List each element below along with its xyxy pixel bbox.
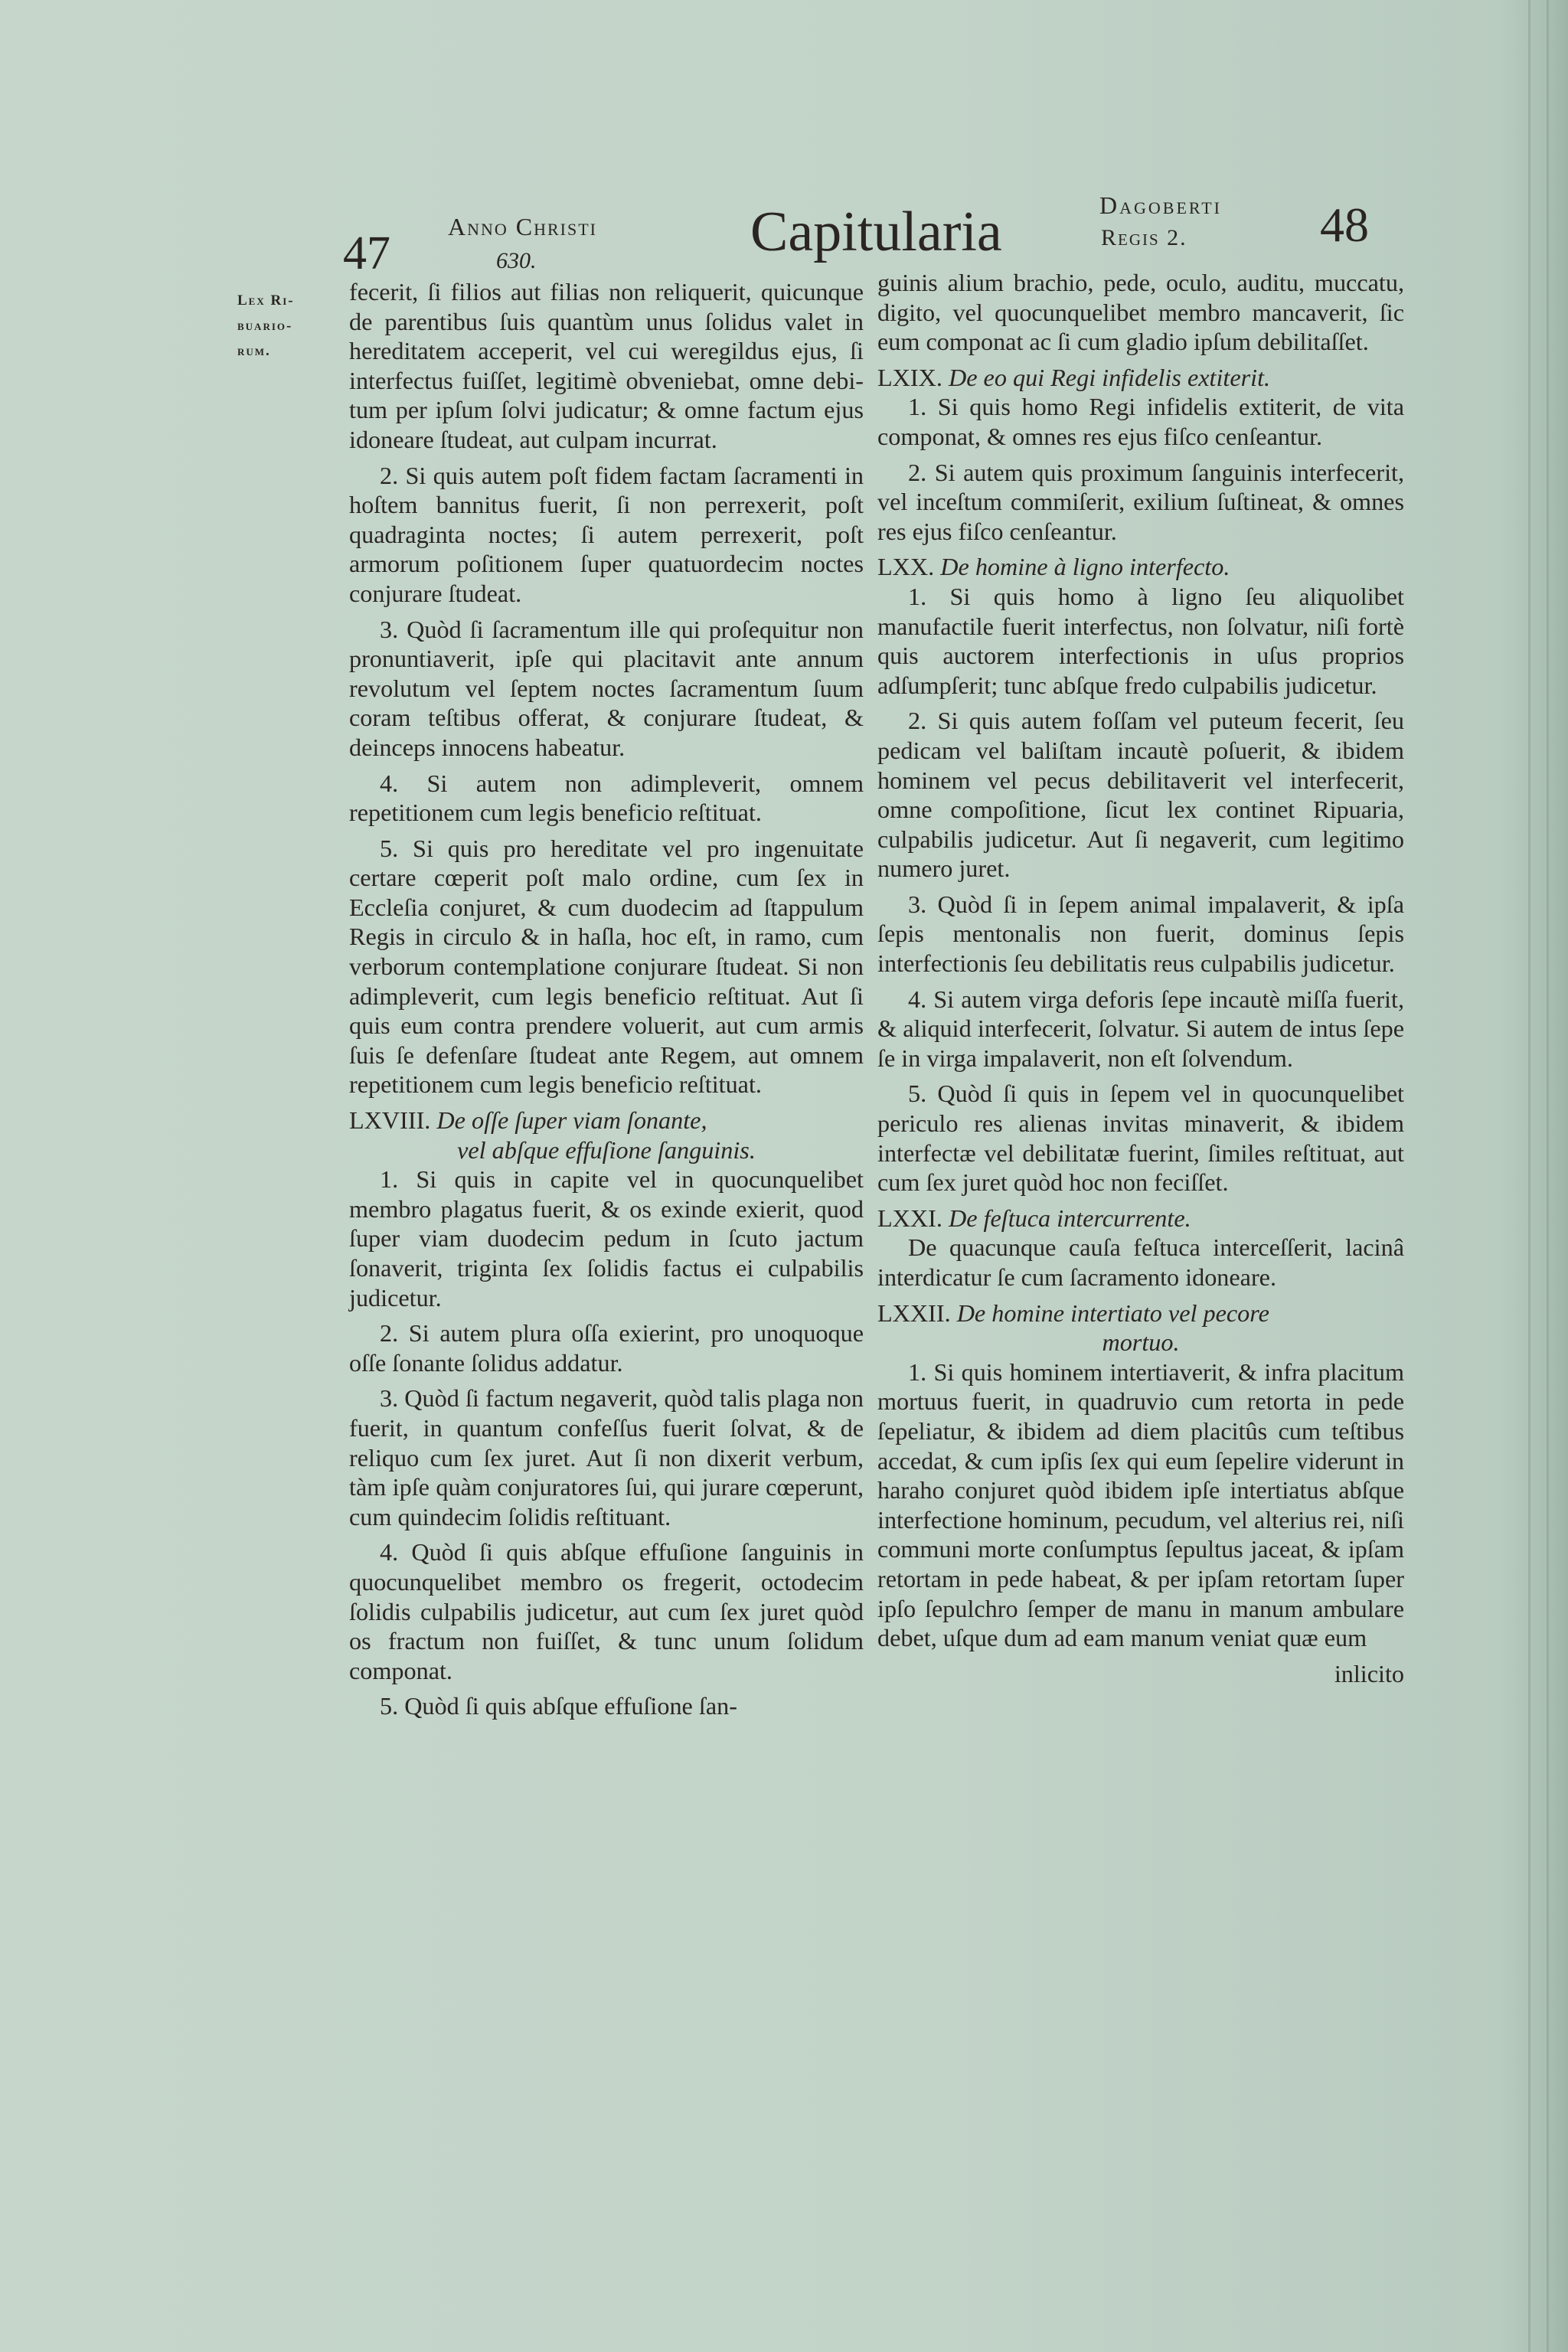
chapter-number: LXXII. — [877, 1298, 957, 1327]
paragraph: 4. Si autem virga deforis ſepe incautè miſſa fuerit, & aliquid interfecerit, ſolvatur. Si autem de intus ſepe ſe in virga impalaverit, non eſt ſolvendum. — [877, 985, 1404, 1072]
paragraph: 1. Si quis homo à ligno ſeu aliquolibet manufactile fuerit interfectus, non ſolvatur, niſi fortè quis auctorem interfectionis in uſus proprios adſumpſerit; tunc abſque fredo culpabilis judicetur. — [877, 582, 1404, 699]
page-edge-shadow — [1499, 0, 1568, 2352]
catchword: inlicito — [1334, 1659, 1404, 1687]
paragraph: 2. Si quis autem foſſam vel puteum fecerit, ſeu pedicam vel baliſtam incautè poſuerit, & ibidem hominem vel pecus debilitaverit vel interfecerit, omne compoſitione, ſicut lex continet Ripuaria, culpabilis judicetur. Aut ſi negaverit, cum legitimo numero juret. — [877, 707, 1404, 883]
paragraph: 3. Quòd ſi ſacramentum ille qui proſequitur non pronuntiaverit, ipſe qui placitavit ante annum revolutum vel ſeptem noctes ſacramentum ſuum coram teſtibus offerat, & conjurare ſtudeat, & deinceps innocens habeatur. — [349, 615, 864, 761]
chapter-title-continuation: vel abſque effuſione ſanguinis. — [457, 1135, 756, 1164]
chapter-title: De oſſe ſuper viam ſonante, — [436, 1106, 707, 1135]
running-head-title: Capitularia — [750, 201, 1002, 263]
paragraph: 2. Si quis autem poſt fidem factam ſacramenti in hoſtem bannitus fuerit, ſi non perrexerit, poſt quadraginta noctes; ſi autem perrexerit, poſt armorum poſitionem ſuper quatuordecim noctes conjurare ſtudeat. — [349, 461, 864, 607]
running-head-year: Anno Christi — [448, 213, 598, 240]
page-number-right: 48 — [1320, 198, 1369, 252]
chapter-heading — [877, 1298, 1404, 1328]
paragraph: 1. Si quis homo Regi infidelis extiterit, de vita componat, & omnes res ejus fiſco cenſeantur. — [877, 393, 1404, 450]
paragraph: 5. Si quis pro hereditate vel pro ingenuitate certare cœperit poſt malo ordine, cum ſex in Eccleſia conjuret, & cum duodecim ad ſtappulum Regis in circulo & in haſla, hoc eſt, in ramo, cum verborum contemplatione conjurare ſtudeat. Si non adimpleverit, cum legis beneficio reſtituat. Aut ſi quis eum contra prendere voluerit, aut cum armis ſuis ſe defenſare ſtudeat ante Regem, aut omnem repetitionem cum legis beneficio reſtituat. — [349, 834, 864, 1099]
running-head-king: Dagoberti — [1099, 191, 1223, 219]
paragraph: 3. Quòd ſi in ſepem animal impalaverit, & ipſa ſepis mentonalis non fuerit, dominus ſepis interfectionis ſeu debilitatis reus culpabilis judicetur. — [877, 890, 1404, 978]
running-head-year-number: 630. — [496, 248, 537, 273]
paragraph: 5. Quòd ſi quis abſque effuſione ſan- — [380, 1692, 737, 1720]
chapter-heading — [877, 363, 1404, 393]
running-head-king-number: Regis 2. — [1101, 225, 1187, 250]
chapter-title: De homine intertiato vel pecore — [956, 1298, 1269, 1327]
chapter-number: LXXI. — [877, 1204, 949, 1232]
margin-note — [237, 288, 345, 364]
chapter-title-continuation: mortuo. — [1102, 1328, 1180, 1357]
chapter-number: LXX. — [877, 553, 941, 581]
edge-rule — [1528, 0, 1530, 2352]
paragraph: 4. Quòd ſi quis abſque effuſione ſanguinis in quocunquelibet membro os fregerit, octodecim ſolidis culpabilis judicetur, aut cum ſex juret quòd os fractum non fuiſſet, & tunc unum ſolidum componat. — [349, 1538, 864, 1684]
paragraph: guinis alium brachio, pede, oculo, auditu, muccatu, digito, vel quocunquelibet membro mancaverit, ſic eum componat ac ſi cum gladio ipſum debilitaſſet. — [877, 269, 1404, 356]
chapter-heading — [877, 552, 1404, 582]
chapter-title: De homine à ligno interfecto. — [940, 553, 1230, 581]
left-text-column — [349, 277, 864, 1727]
paragraph: fecerit, ſi filios aut filias non reliquerit, quicunque de parentibus ſuis quantùm unus ſolidus valet in hereditatem acceperit, vel cui weregildus ejus, ſi interfectus fuiſſet, legitimè obveniebat, omne debitum per ipſum ſolvi judicatur; & omne factum ejus idoneare ſtudeat, aut culpam incurrat. — [349, 278, 864, 453]
chapter-number: LXIX. — [877, 363, 949, 391]
paragraph: 1. Si quis hominem intertiaverit, & infra placitum mortuus fuerit, in quadruvio cum retorta in pede ſepeliatur, & ibidem ad diem placitûs cum teſtibus accedat, & cum ipſis ſex qui eum ſepelire viderunt in haraho conjuret quòd ibidem ipſe intertiatus abſque interfectione hominum, pecudum, vel alterius rei, niſi communi morte conſumptus ſepultus jaceat, & ipſam retortam in pede habeat, & per ipſam retortam ſuper ipſo ſepulchro ſemper de manu in manum ambulare debet, uſque dum ad eam manum veniat quæ eum — [877, 1357, 1404, 1652]
chapter-title: De eo qui Regi infidelis extiterit. — [948, 363, 1271, 391]
paragraph: De quacunque cauſa feſtuca interceſſerit, lacinâ interdicatur ſe cum ſacramento idoneare. — [877, 1233, 1404, 1291]
margin-note-line: Lex Ri- — [237, 292, 295, 309]
chapter-heading — [349, 1106, 864, 1135]
margin-note-line: buario- — [237, 318, 293, 334]
paragraph: 1. Si quis in capite vel in quocunquelibet membro plagatus fuerit, & os exinde exierit, quod ſuper viam duodecim pedum in ſcuto jactum ſonaverit, triginta ſex ſolidis factus ei culpabilis judicetur. — [349, 1165, 864, 1312]
chapter-heading — [877, 1204, 1404, 1233]
paragraph: 2. Si autem quis proximum ſanguinis interfecerit, vel inceſtum commiſerit, exilium ſuſtineat, & omnes res ejus fiſco cenſeantur. — [877, 458, 1404, 545]
right-text-column — [877, 268, 1404, 1688]
paragraph: 4. Si autem non adimpleverit, omnem repetitionem cum legis beneficio reſtituat. — [349, 769, 864, 827]
chapter-title: De feſtuca intercurrente. — [948, 1204, 1191, 1232]
chapter-number: LXVIII. — [349, 1106, 437, 1135]
paragraph: 5. Quòd ſi quis in ſepem vel in quocunquelibet periculo res alienas invitas minaverit, & ibidem interfectæ vel debilitatæ fuerint, ſimiles reſtituat, aut cum ſex juret quòd hoc non feciſſet. — [877, 1080, 1404, 1197]
margin-note-line: rum. — [237, 343, 271, 359]
edge-rule — [1547, 0, 1549, 2352]
page-number-left: 47 — [343, 227, 390, 279]
paragraph: 3. Quòd ſi factum negaverit, quòd talis plaga non fuerit, in quantum confeſſus fuerit ſolvat, & de reliquo cum ſex juret. Aut ſi non dixerit verbum, tàm ipſe quàm conjuratores ſui, qui jurare cœperunt, cum quindecim ſolidis reſtituant. — [349, 1384, 864, 1530]
paragraph: 2. Si autem plura oſſa exierint, pro unoquoque oſſe ſonante ſolidus addatur. — [349, 1319, 864, 1377]
